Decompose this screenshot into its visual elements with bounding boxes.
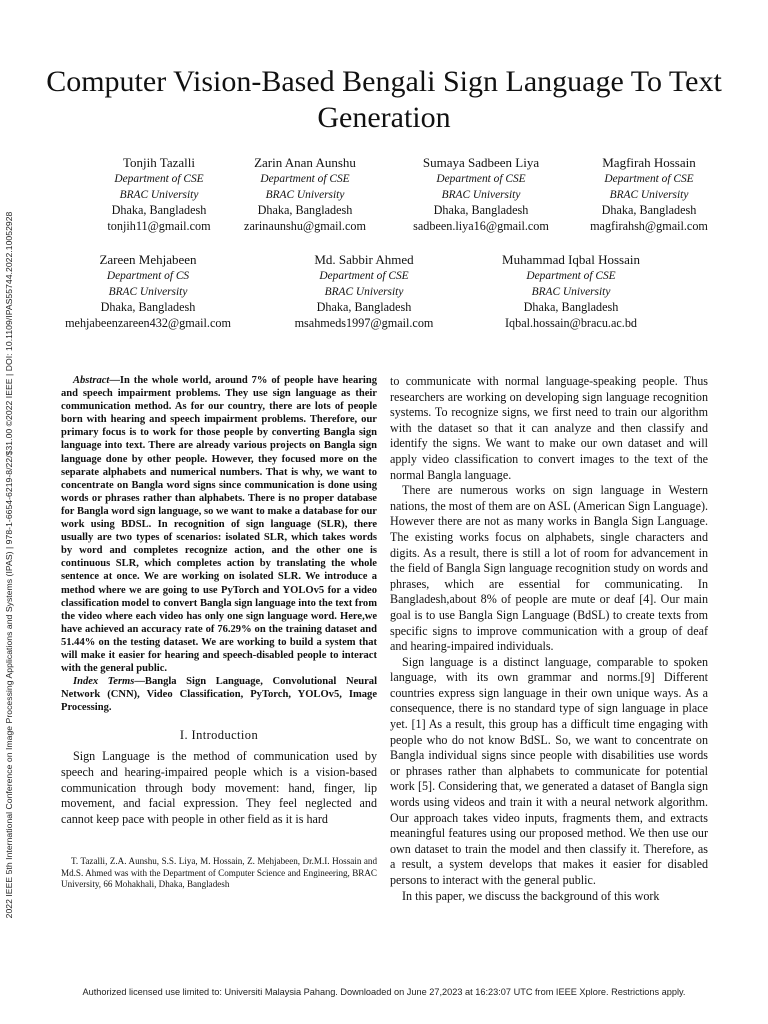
- author-block: [56, 251, 240, 331]
- left-column: [61, 374, 377, 827]
- author-dept: Department of CSE: [604, 173, 694, 185]
- author-email: magfirahsh@gmail.com: [590, 218, 708, 233]
- author-univ: BRAC University: [108, 285, 188, 298]
- author-email: sadbeen.liya16@gmail.com: [413, 218, 549, 233]
- index-terms: [61, 675, 377, 714]
- body-paragraph: to communicate with normal language-speaking people. Thus researchers are working on developing sign language recognition systems. To recognize signs, we first need to train our algorithm with the dataset so that it can analyze and then classify and identify the signs. We want to make our own dataset and will apply video classification to convert images to the text of the normal Bangla language.: [390, 374, 708, 482]
- author-dept: Department of CSE: [526, 270, 616, 282]
- author-dept: Department of CSE: [436, 173, 526, 185]
- body-paragraph: Sign language is a distinct language, comparable to spoken language, with its own grammar and norms.[9] Different countries express sign language in their own unique ways. As a consequence, there is no standard type of sign language in place yet. [1] As a result, this group has a difficult time engaging with people who do not know BdSL. So, we want to concentrate on Bangla individual signs since people with disabilities use words or phrases rather than alphabets to communicate for potential work [5]. Considering that, we generated a dataset of Bangla sign words using videos and train it with a neural network algorithm. Our approach takes video inputs, fragments them, and extracts meaningful features using our proposed method. We then use our own dataset to train the model and then classify it. Therefore, as a result, a system develops that makes it easier for disabled persons to interact with the general public.: [390, 654, 708, 887]
- author-location: Dhaka, Bangladesh: [316, 300, 412, 315]
- author-location: Dhaka, Bangladesh: [433, 203, 529, 218]
- author-univ: BRAC University: [609, 188, 689, 201]
- author-email: msahmeds1997@gmail.com: [294, 315, 434, 330]
- author-location: Dhaka, Bangladesh: [601, 203, 697, 218]
- author-location: Dhaka, Bangladesh: [111, 203, 207, 218]
- doi-line: 2022 IEEE 5th International Conference on Image Processing Applications and Systems (IPAS) | 978-1-6654-6219-8/22/$31.00 ©2022 IEEE | DOI: 10.1109/IPAS55744.2022.10052928: [4, 211, 14, 919]
- author-dept: Department of CSE: [114, 173, 204, 185]
- author-block: [404, 154, 558, 234]
- author-block: [233, 154, 377, 234]
- author-block: [581, 154, 717, 234]
- right-column: [390, 374, 708, 904]
- author-univ: BRAC University: [265, 188, 345, 201]
- author-email: tonjih11@gmail.com: [107, 218, 211, 233]
- author-email: Iqbal.hossain@bracu.ac.bd: [504, 315, 638, 330]
- paper-title: Computer Vision-Based Bengali Sign Language To Text Generation: [46, 65, 722, 134]
- author-name: Md. Sabbir Ahmed: [314, 252, 414, 267]
- author-footnote: T. Tazalli, Z.A. Aunshu, S.S. Liya, M. Hossain, Z. Mehjabeen, Dr.M.I. Hossain and Md.S. Ahmed was with the Department of Computer Science and Engineering, BRAC University, 66 Mohakhali, Dhaka, Bangladesh: [61, 856, 377, 890]
- author-email: zarinaunshu@gmail.com: [244, 218, 366, 233]
- author-univ: BRAC University: [531, 285, 611, 298]
- abstract: [61, 374, 377, 675]
- index-terms-text: —Bangla Sign Language, Convolutional Neural Network (CNN), Video Classification, PyTorch, YOLOv5, Image Processing.: [61, 676, 378, 714]
- author-univ: BRAC University: [324, 285, 404, 298]
- author-block: [283, 251, 445, 331]
- author-block: [486, 251, 656, 331]
- author-location: Dhaka, Bangladesh: [523, 300, 619, 315]
- author-location: Dhaka, Bangladesh: [257, 203, 353, 218]
- author-name: Muhammad Iqbal Hossain: [502, 252, 640, 267]
- author-block: [99, 154, 219, 234]
- side-identifier: [2, 190, 16, 940]
- author-email: mehjabeenzareen432@gmail.com: [65, 315, 231, 330]
- section-heading: I. Introduction: [179, 728, 259, 743]
- author-dept: Department of CSE: [260, 173, 350, 185]
- abstract-text: —In the whole world, around 7% of people have hearing and speech impairment problems. They use sign language as their communication method. As for our country, there are lots of people born with hearing and speech impairment problems. Therefore, our primary focus is to work for those people by converting Bangla sign language into text. There are already various projects on Bangla sign language done by other people. However, they focused more on the separate alphabets and numerical numbers. That is why, we want to concentrate on Bangla word signs since communication is done using words or phrases rather than alphabets. There is no proper database for Bangla word sign language, so we want to make a database for our work using BDSL. In recognition of sign language (SLR), there usually are two types of scenarios: isolated SLR, which takes words by word and completes recognize action, and the other one is continuous SLR, which completes action by translating the whole sentence at once. We are working on isolated SLR. We introduce a method where we are going to use PyTorch and YOLOv5 for a video classification model to convert Bangla sign language into the text from the video where each video has only one sign language word. Here,we have achieved an accuracy rate of 76.29% on the training dataset and 51.44% on the testing dataset. We are working to build a system that will make it easier for hearing and speech-disabled people to interact with the general public.: [61, 375, 377, 675]
- author-name: Sumaya Sadbeen Liya: [422, 155, 540, 170]
- body-paragraph: In this paper, we discuss the background of this work: [402, 888, 660, 903]
- body-paragraph: There are numerous works on sign language in Western nations, the most of them are on ASL (American Sign Language). However there are not as many works in Bangla Sign Language. The existing works focus on alphabets, single characters and digits. As a result, there is still a lot of room for advancement in the field of Bangla Sign language recognition study on words and phrases, which are essential for communicating. In Bangladesh,about 8% of people are mute or deaf [4]. Our main goal is to use Bangla Sign Language (BdSL) to create texts from specific signs to improve communication with a group of deaf and hearing-impaired individuals.: [390, 483, 708, 654]
- abstract-lead: Abstract: [73, 375, 110, 386]
- author-name: Zarin Anan Aunshu: [254, 155, 356, 170]
- author-name: Zareen Mehjabeen: [99, 252, 197, 267]
- author-dept: Department of CSE: [319, 270, 409, 282]
- license-notice: Authorized licensed use limited to: Universiti Malaysia Pahang. Downloaded on June 27,2023 at 16:23:07 UTC from IEEE Xplore. Restrictions apply.: [82, 987, 686, 997]
- intro-paragraph: Sign Language is the method of communication used by speech and hearing-impaired people which is a vision-based communication through body movement: hand, finger, lip movement, and facial expression. They feel neglected and cannot keep pace with people in other field as it is hard: [61, 749, 377, 826]
- author-name: Tonjih Tazalli: [123, 155, 195, 170]
- author-univ: BRAC University: [119, 188, 199, 201]
- author-univ: BRAC University: [441, 188, 521, 201]
- author-location: Dhaka, Bangladesh: [100, 300, 196, 315]
- author-name: Magfirah Hossain: [602, 155, 696, 170]
- author-dept: Department of CS: [106, 270, 190, 282]
- index-terms-lead: Index Terms: [73, 676, 135, 688]
